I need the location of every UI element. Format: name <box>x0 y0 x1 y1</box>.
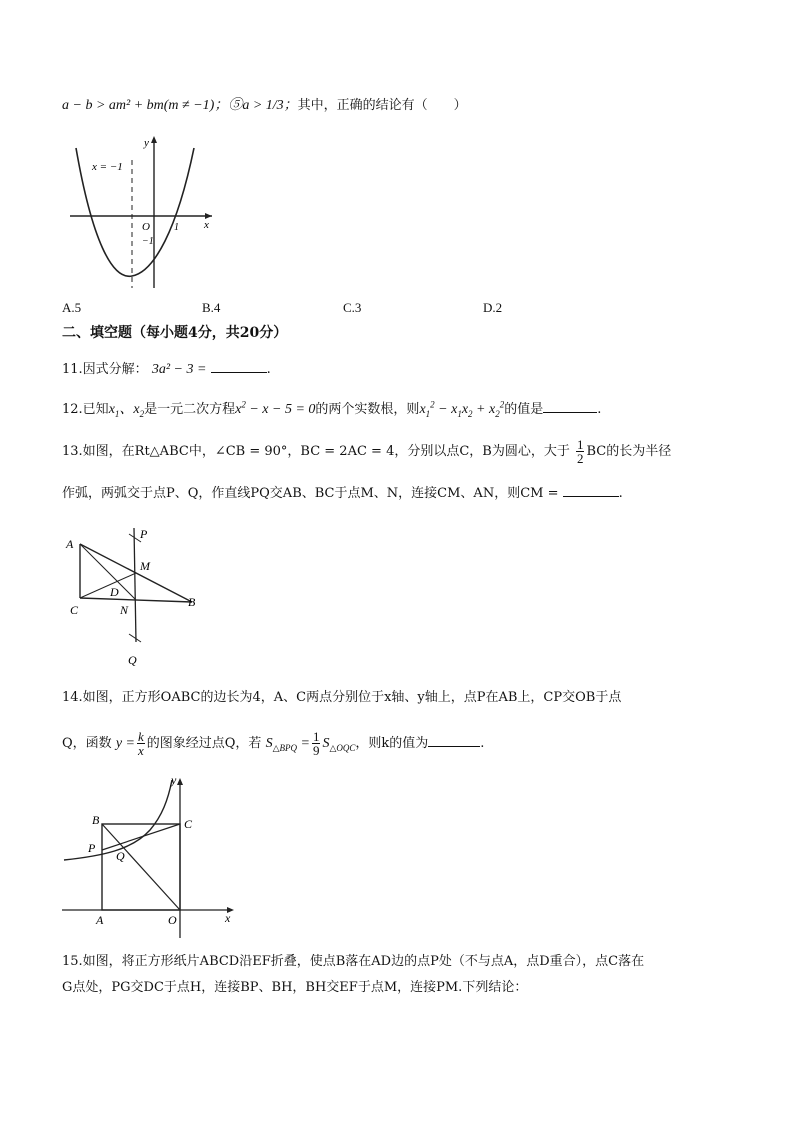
q11-end: . <box>266 362 271 377</box>
q11-prefix: 11.因式分解： <box>62 362 148 377</box>
q14-text-2c: ，则k的值为 <box>355 736 429 751</box>
label-q: Q <box>128 653 137 667</box>
q14-function: y = <box>115 736 135 751</box>
q13-line1 <box>62 438 671 465</box>
q13-triangle-figure <box>62 518 212 668</box>
x-axis-label: x <box>204 219 209 231</box>
option-d: D.2 <box>483 300 503 315</box>
q12-equation: $x^2 - x - 5 = 0$ <box>235 399 316 417</box>
q11 <box>62 358 271 380</box>
q11-expression: 3a² − 3 = <box>151 362 207 377</box>
label-b: B <box>188 595 196 609</box>
label-q: Q <box>116 849 125 863</box>
axis-of-symmetry-label: x = −1 <box>92 161 123 173</box>
option-a: A.5 <box>62 300 82 315</box>
option-c: C.3 <box>343 300 362 315</box>
label-d: D <box>110 585 119 599</box>
label-n: N <box>120 603 129 617</box>
q13-answer-blank[interactable] <box>563 482 619 497</box>
y-axis-label: y <box>171 773 177 787</box>
q12-target-expr: $x_1^2 - x_1x_2 + x_2^2$ <box>419 399 505 419</box>
q14-line2 <box>62 730 484 757</box>
x-axis-label: x <box>225 911 231 925</box>
q14-text-2b: 的图象经过点Q，若 <box>146 736 262 751</box>
q14-one-ninth: $\frac{1}{9}$ <box>312 729 320 758</box>
option-b: B.4 <box>202 300 221 315</box>
q13-text-b: BC的长为半径 <box>586 444 672 459</box>
origin-label: O <box>142 221 150 233</box>
q15-text-1: 15.如图，将正方形纸片ABCD沿EF折叠，使点B落在AD边的点P处（不与点A，点D重合），点C落在 <box>62 954 645 969</box>
q14-area-oqc: $S_{\triangle OQC}$ <box>322 736 356 753</box>
tick-one-label: 1 <box>174 222 179 233</box>
q14-answer-blank[interactable] <box>428 732 480 747</box>
neg-one-label: −1 <box>142 236 154 247</box>
q14-end: . <box>480 736 485 751</box>
q12-part1: 是一元二次方程 <box>144 402 236 417</box>
q12-prefix: 12.已知 <box>62 402 109 417</box>
q15-text-2: G点处，PG交DC于点H，连接BP、BH，BH交EF于点M，连接PM.下列结论： <box>62 980 528 995</box>
q14-text-2a: Q，函数 <box>62 736 112 751</box>
q10-question: 其中，正确的结论有（ ） <box>297 98 467 113</box>
label-a: A <box>96 913 104 927</box>
q14-square-figure <box>62 772 252 940</box>
label-o: O <box>168 913 177 927</box>
q12-part2: 的两个实数根，则 <box>315 402 420 417</box>
label-p: P <box>140 527 148 541</box>
q10-expression: a − b > am² + bm(m ≠ −1)；⑤a > 1/3； <box>62 98 298 113</box>
q13-line2 <box>62 482 623 504</box>
q13-half-fraction: $\frac{1}{2}$ <box>576 437 584 466</box>
q11-answer-blank[interactable] <box>211 358 267 373</box>
q14-area-ratio: $S_{\triangle BPQ}$ = <box>265 736 310 753</box>
q13-text-c: 作弧，两弧交于点P、Q，作直线PQ交AB、BC于点M、N，连接CM、AN，则CM = <box>62 486 559 501</box>
q13-text-a: 13.如图，在Rt△ABC中，∠CB = 90°，BC = 2AC = 4，分别以点C，B为圆心，大于 <box>62 444 570 459</box>
q12-roots: $x_1$、$x_2$ <box>108 402 145 419</box>
q14-text-1: 14.如图，正方形OABC的边长为4，A、C两点分别位于x轴、y轴上，点P在AB上，CP交OB于点 <box>62 690 622 705</box>
q14-line1 <box>62 688 621 708</box>
y-axis-label: y <box>144 137 149 149</box>
q12-answer-blank[interactable] <box>543 398 597 413</box>
q10-parabola-graph <box>62 130 222 290</box>
q14-k-over-x: $\frac{k}{x}$ <box>137 729 144 758</box>
label-b: B <box>92 813 100 827</box>
q15-line2 <box>62 978 527 998</box>
q15-line1 <box>62 952 644 972</box>
label-c: C <box>70 603 79 617</box>
label-a: A <box>66 537 74 551</box>
q10-conclusion-line <box>62 96 467 116</box>
q13-end: . <box>618 486 623 501</box>
q12-suffix: 的值是 <box>504 402 544 417</box>
label-m: M <box>140 559 150 573</box>
label-c: C <box>184 817 193 831</box>
q12 <box>62 398 601 420</box>
label-p: P <box>88 841 96 855</box>
section-title: 二、填空题（每小题4分，共20分） <box>62 325 288 341</box>
q12-end: . <box>597 402 602 417</box>
